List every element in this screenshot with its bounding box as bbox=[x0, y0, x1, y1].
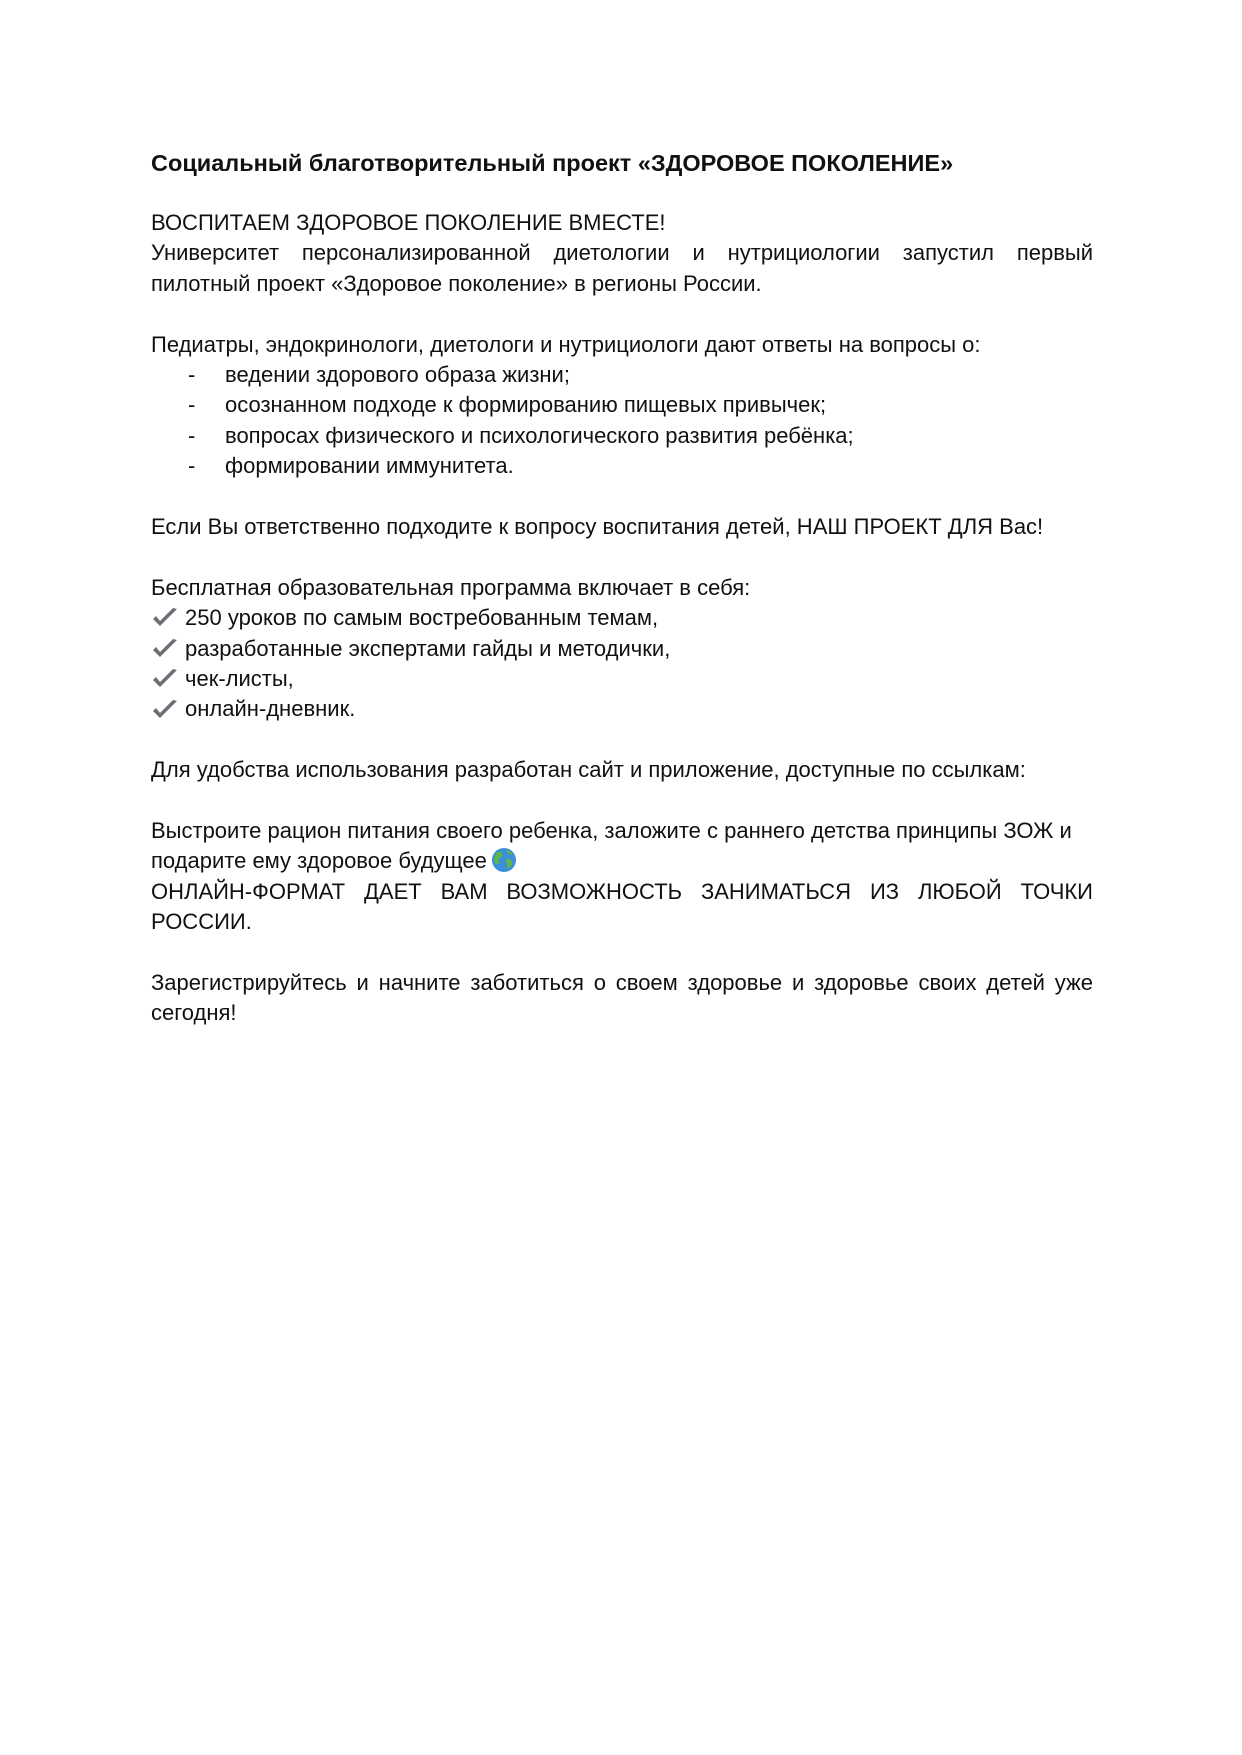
list-item-text: осознанном подходе к формированию пищевых привычек; bbox=[225, 392, 827, 418]
nutrition-paragraph bbox=[151, 816, 1093, 877]
list-item bbox=[151, 360, 1093, 390]
spacer bbox=[151, 542, 1093, 572]
check-mark-icon bbox=[151, 698, 179, 722]
check-mark-icon bbox=[151, 637, 179, 661]
list-item-text: онлайн-дневник. bbox=[185, 696, 356, 722]
list-item-text: чек-листы, bbox=[185, 666, 294, 692]
spacer bbox=[151, 938, 1093, 968]
links-text: Для удобства использования разработан сайт и приложение, доступные по ссылкам: bbox=[151, 757, 1026, 783]
list-item-text: разработанные экспертами гайды и методички, bbox=[185, 635, 671, 661]
list-item-text: 250 уроков по самым востребованным темам, bbox=[185, 605, 659, 631]
list-item bbox=[151, 603, 1093, 633]
check-mark-icon bbox=[151, 667, 179, 691]
spacer bbox=[151, 786, 1093, 816]
document-title: Социальный благотворительный проект «ЗДОРОВОЕ ПОКОЛЕНИЕ» bbox=[151, 150, 954, 176]
experts-list bbox=[151, 360, 1093, 482]
responsible-text: Если Вы ответственно подходите к вопросу воспитания детей, НАШ ПРОЕКТ ДЛЯ Вас! bbox=[151, 514, 1044, 540]
nutrition-text: Выстроите рацион питания своего ребенка, заложите с раннего детства принципы ЗОЖ и подарите ему здоровое будущее bbox=[151, 818, 1072, 874]
list-item bbox=[151, 390, 1093, 420]
globe-icon bbox=[491, 847, 517, 873]
program-list bbox=[151, 603, 1093, 725]
check-mark-icon bbox=[151, 606, 179, 630]
list-item bbox=[151, 634, 1093, 664]
list-item-text: вопросах физического и психологического развития ребёнка; bbox=[225, 422, 854, 448]
spacer bbox=[151, 482, 1093, 512]
list-item bbox=[151, 694, 1093, 724]
register-text: Зарегистрируйтесь и начните заботиться о своем здоровье и здоровье своих детей уже сегодня! bbox=[151, 970, 1093, 1026]
list-item bbox=[151, 421, 1093, 451]
list-item bbox=[151, 451, 1093, 481]
intro-headline: ВОСПИТАЕМ ЗДОРОВОЕ ПОКОЛЕНИЕ ВМЕСТЕ! bbox=[151, 210, 666, 235]
dash-bullet: - bbox=[188, 362, 196, 388]
online-text: ОНЛАЙН-ФОРМАТ ДАЕТ ВАМ ВОЗМОЖНОСТЬ ЗАНИМАТЬСЯ ИЗ ЛЮБОЙ ТОЧКИ РОССИИ. bbox=[151, 878, 1093, 935]
list-item bbox=[151, 664, 1093, 694]
dash-bullet: - bbox=[188, 453, 196, 479]
dash-bullet: - bbox=[188, 422, 196, 448]
dash-bullet: - bbox=[188, 392, 196, 418]
document-page bbox=[151, 148, 1093, 1029]
list-item-text: ведении здорового образа жизни; bbox=[225, 362, 570, 388]
spacer bbox=[151, 725, 1093, 755]
program-lead: Бесплатная образовательная программа включает в себя: bbox=[151, 574, 751, 600]
list-item-text: формировании иммунитета. bbox=[225, 453, 514, 479]
spacer bbox=[151, 299, 1093, 329]
intro-text: Университет персонализированной диетологии и нутрициологии запустил первый пилотный проект «Здоровое поколение» в регионы России. bbox=[151, 240, 1093, 296]
experts-lead: Педиатры, эндокринологи, диетологи и нутрициологи дают ответы на вопросы о: bbox=[151, 331, 981, 357]
